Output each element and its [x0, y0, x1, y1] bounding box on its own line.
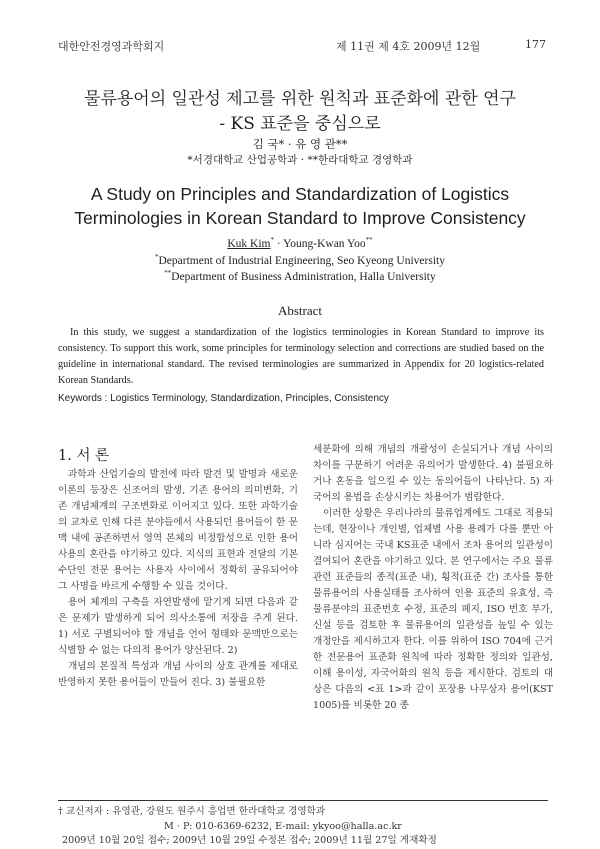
english-affiliation-2 [0, 269, 600, 283]
section-heading: 1. 서 론 [58, 448, 110, 464]
affil-2-text: Department of Business Administration, Halla University [171, 270, 436, 283]
abstract-text: In this study, we suggest a standardization of the logistics terminologies in Korean Standard to improve its consistency. To support this work, some principles for terminology selection and corrections are studied based on the guideline in international standard. The revised terminologies are summarized in Appendix for 20 logistics-related Korean Standards. [58, 327, 544, 386]
author-1-mark: * [270, 236, 274, 244]
footnote-dates: 2009년 10월 20일 접수; 2009년 10월 29일 수정본 접수; 2009년 11월 27일 게재확정 [62, 835, 437, 846]
footnote [58, 805, 548, 849]
english-title-line-2: Terminologies in Korean Standard to Improve Consistency [74, 208, 526, 228]
author-separator: · [273, 237, 284, 250]
running-header-journal: 대한안전경영과학회지 [58, 40, 165, 53]
abstract-heading: Abstract [277, 303, 323, 318]
body-paragraph: 세분화에 의해 개념의 개괄성이 손실되거나 개념 사이의 차이를 구분하기 어려운 유의어가 발생한다. 4) 불필요하거나 혼동을 일으킬 수 있는 동의어들이 나타난다. 5) 자국어의 용법을 손상시키는 차용어가 범람한다. [313, 444, 553, 503]
affil-1-text: Department of Industrial Engineering, Seo Kyeong University [158, 254, 445, 267]
page-number: 177 [525, 38, 546, 51]
body-column-right [313, 442, 553, 714]
footnote-corresponding-author: † 교신저자 : 유영관, 강원도 원주시 흥업면 한라대학교 경영학과 [58, 806, 326, 817]
body-paragraph: 이러한 상황은 우리나라의 물류업계에도 그대로 적용되는데, 현장이나 개인별, 업체별 사용 용례가 다를 뿐만 아니라 심지어는 국내 KS표준 내에서 조차 용어의 일관성이 결여되어 혼란을 야기하고 있다. 본 연구에서는 주요 물류관련 표준들의 종적(표준 내), 횡적(표준 간) 조사를 통한 물류용어의 사용실태를 조사하여 인용 표준의 유효성, 즉 물류분야의 표준번호 수정, 표준의 폐지, ISO 번호 부가, 신설 등을 검토한 후 물류용어의 일관성을 높일 수 있는 개정안을 제시하고자 한다. 이를 위하여 ISO 704에 근거한 전문용어 표준화 원칙에 따라 정확한 정의와 일관성, 이해 용이성, 자국어화의 원칙 등을 제시한다. 검토의 대상은 다음의 <표 1>과 같이 포장용 나무상자 용어(KST 1005)를 비롯한 20 종 [313, 508, 553, 711]
english-title-line-1: A Study on Principles and Standardization of Logistics [90, 184, 510, 204]
footnote-contact: M · P: 010-6369-6232, E-mail: ykyoo@halla.ac.kr [164, 820, 402, 832]
author-2-mark: ** [365, 236, 373, 244]
korean-title-line-2: - KS 표준을 중심으로 [219, 114, 381, 134]
running-header-issue: 제 11권 제 4호 2009년 12월 [336, 40, 481, 53]
body-column-left [58, 467, 298, 691]
body-paragraph: 과학과 산업기술의 발전에 따라 발견 및 발명과 새로운 이론의 등장은 신조어의 발생, 기존 용어의 의미변화, 기존 개념체계의 구조변화로 이어지고 있다. 또한 과학기술의 교차로 인해 다른 분야들에서 사용되던 용어들이 한 문맥 내에 공존하면서 영역 본체의 비정합성으로 인한 용어사용의 혼란을 야기하고 있다. 지식의 표현과 전달의 기본 수단인 전문 용어는 사용자 사이에서 정확히 공유되어야 그 사명을 바르게 수행할 수 있을 것이다. [58, 469, 298, 592]
english-affiliation-1 [0, 253, 600, 267]
korean-affiliations: *서경대학교 산업공학과 · **한라대학교 경영학과 [187, 154, 413, 166]
body-paragraph: 용어 체계의 구축을 자연발생에 맡기게 되면 다음과 같은 문제가 발생하게 되어 의사소통에 저장을 주게 된다. 1) 서로 구별되어야 할 개념을 언어 형태와 문맥만으로는 식별할 수 없는 다의적 용어가 양산된다. 2) [58, 597, 298, 656]
footnote-divider [58, 800, 548, 801]
author-2-name: Young-Kwan Yoo [283, 237, 366, 250]
affil-2-mark: ** [164, 269, 172, 277]
korean-authors: 김 국* · 유 영 관** [252, 137, 348, 151]
body-paragraph: 개념의 본질적 특성과 개념 사이의 상호 관계를 제대로 반영하지 못한 용어들이 만들어 진다. 3) 불필요한 [58, 661, 298, 688]
english-authors [0, 236, 600, 250]
korean-title-line-1: 물류용어의 일관성 제고를 위한 원칙과 표준화에 관한 연구 [84, 89, 516, 109]
keywords: Keywords : Logistics Terminology, Standardization, Principles, Consistency [58, 393, 389, 404]
affil-1-mark: * [155, 253, 159, 261]
author-1-name: Kuk Kim [227, 237, 271, 250]
